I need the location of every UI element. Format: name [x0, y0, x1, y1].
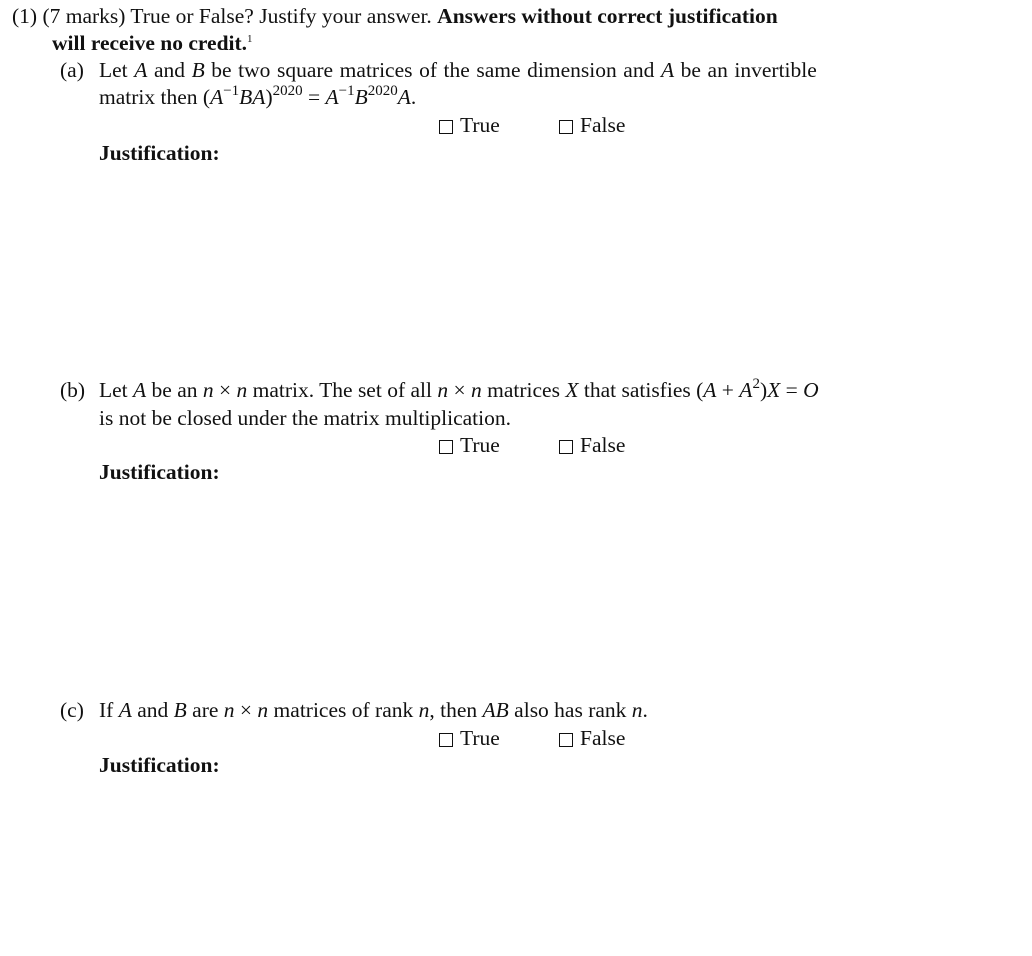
part-a-statement-line1: Let A and B be two square matrices of the same dimension and A be an invertible	[99, 58, 817, 82]
part-b-justification-label: Justification:	[99, 460, 220, 484]
checkbox-square-icon	[439, 120, 453, 134]
part-a-true-checkbox[interactable]	[439, 112, 500, 139]
true-label: True	[460, 433, 500, 457]
true-label: True	[460, 726, 500, 750]
part-b-false-checkbox[interactable]	[559, 432, 625, 459]
part-c-label: (c)	[60, 698, 84, 722]
checkbox-square-icon	[559, 733, 573, 747]
false-label: False	[580, 113, 626, 137]
part-b-label: (b)	[60, 378, 86, 402]
footnote-marker: 1	[247, 32, 253, 45]
checkbox-square-icon	[439, 733, 453, 747]
part-b-statement-line1: Let A be an n × n matrix. The set of all n × n matrices X that satisfies $(A + A^2)X = O$	[99, 375, 819, 402]
part-c-statement-line1: If A and B are n × n matrices of rank n, then AB also has rank n.	[99, 698, 648, 722]
part-c-true-checkbox[interactable]	[439, 725, 500, 752]
false-label: False	[580, 433, 626, 457]
part-a-statement-line2: matrix then $(A^{-1}BA)^{2020} = A^{-1}B^{2020}A$.	[99, 82, 417, 109]
checkbox-square-icon	[439, 440, 453, 454]
part-a-label: (a)	[60, 58, 84, 82]
part-c-answer-area[interactable]	[99, 785, 969, 945]
warning-text-line1: Answers without correct justification	[437, 4, 778, 28]
true-label: True	[460, 113, 500, 137]
part-a-false-checkbox[interactable]	[559, 112, 625, 139]
warning-text-line2: will receive no credit.	[52, 31, 248, 55]
part-b-answer-area[interactable]	[99, 492, 969, 692]
part-a-justification-label: Justification:	[99, 141, 220, 165]
question-header-line1	[12, 3, 778, 30]
checkbox-square-icon	[559, 120, 573, 134]
checkbox-square-icon	[559, 440, 573, 454]
part-c-false-checkbox[interactable]	[559, 725, 625, 752]
question-header-line2	[52, 30, 253, 57]
part-a-answer-area[interactable]	[99, 172, 969, 372]
part-b-statement-line2: is not be closed under the matrix multiplication.	[99, 406, 511, 430]
question-number: (1)	[12, 4, 38, 28]
false-label: False	[580, 726, 626, 750]
question-marks: (7 marks) True or False? Justify your answer.	[42, 4, 432, 28]
part-b-true-checkbox[interactable]	[439, 432, 500, 459]
part-c-justification-label: Justification:	[99, 753, 220, 777]
